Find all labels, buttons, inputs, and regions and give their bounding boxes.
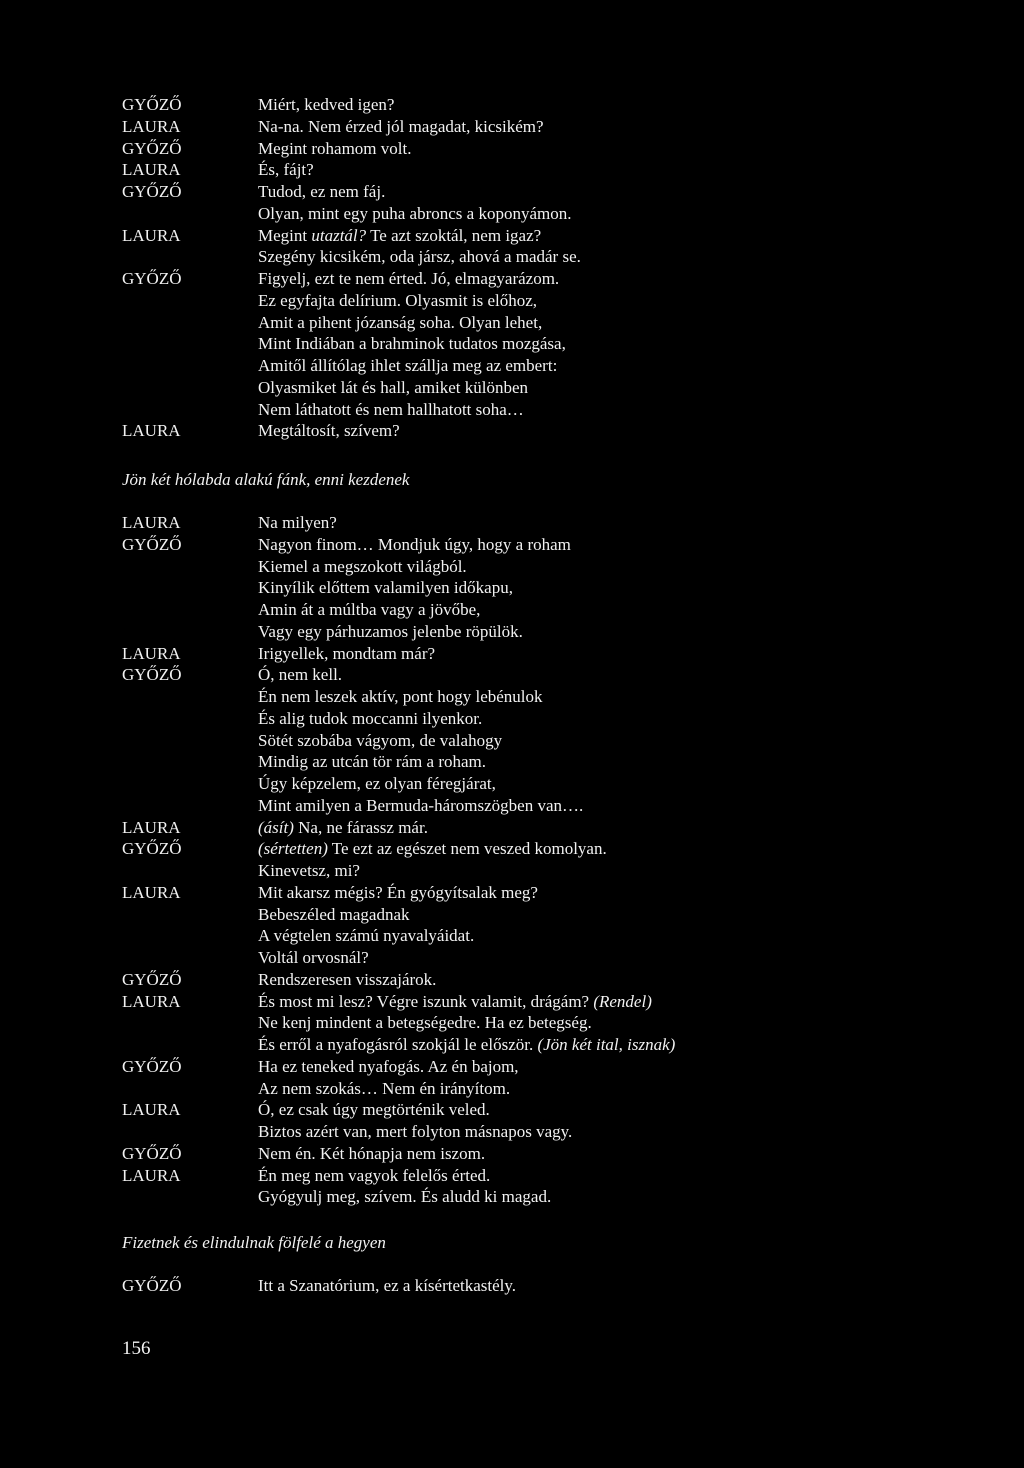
line-segment: Ez egyfajta delírium. Olyasmit is előhoz, (258, 290, 538, 310)
speaker-name: GYŐZŐ (122, 182, 182, 201)
line-text (258, 882, 538, 904)
dialogue-line (122, 225, 922, 247)
line-segment: Biztos azért van, mert folyton másnapos vagy. (258, 1122, 573, 1141)
line-text (258, 599, 480, 621)
speaker-name: GYŐZŐ (122, 969, 182, 989)
line-text (258, 268, 559, 290)
dialogue-line (122, 1143, 922, 1165)
speaker-name: LAURA (122, 991, 181, 1011)
dialogue-line (122, 882, 922, 904)
line-text (258, 643, 435, 665)
line-text (258, 1121, 572, 1143)
line-segment: Ha ez teneked nyafogás. Az én bajom, (258, 1056, 519, 1076)
line-text (258, 1186, 551, 1208)
dialogue-line (122, 1034, 922, 1056)
dialogue-line (122, 947, 922, 969)
line-text (258, 730, 502, 752)
line-text (258, 1275, 516, 1297)
dialogue-block-1 (122, 94, 922, 442)
line-segment: Nem láthatott és nem hallhatott soha… (258, 399, 524, 419)
line-segment: Figyelj, ezt te nem érted. Jó, elmagyarázom. (258, 269, 560, 288)
line-text (258, 420, 400, 442)
dialogue-line (122, 730, 922, 752)
line-text (258, 904, 410, 926)
line-segment: Mit akarsz mégis? Én gyógyítsalak meg? (258, 882, 538, 902)
dialogue-line (122, 1099, 922, 1121)
dialogue-line (122, 925, 922, 947)
line-segment: Az nem szokás… Nem én irányítom. (258, 1078, 511, 1098)
speaker-name: LAURA (122, 882, 181, 902)
line-segment: Nem én. Két hónapja nem iszom. (258, 1143, 486, 1163)
line-text (258, 1012, 592, 1034)
stage-note: (sértetten) (258, 839, 328, 859)
line-text (258, 991, 652, 1013)
dialogue-line (122, 1078, 922, 1100)
line-text (258, 512, 337, 534)
dialogue-line (122, 290, 922, 312)
line-segment: Olyan, mint egy puha abroncs a koponyámon. (258, 203, 572, 223)
dialogue-line (122, 1165, 922, 1187)
line-segment: Olyasmiket lát és hall, amiket különben (258, 377, 529, 397)
line-text (258, 577, 513, 599)
speaker-name: LAURA (122, 1165, 181, 1185)
line-segment: Ó, ez csak úgy megtörténik veled. (258, 1100, 490, 1120)
dialogue-block-2 (122, 512, 922, 1208)
page-number: 156 (122, 1338, 151, 1359)
dialogue-line (122, 512, 922, 534)
speaker-name: GYŐZŐ (122, 534, 182, 554)
line-text (258, 534, 571, 556)
speaker-name: LAURA (122, 116, 181, 136)
speaker-name: LAURA (122, 225, 181, 245)
play-script-page (122, 94, 922, 1297)
line-text (258, 621, 523, 643)
line-segment: És alig tudok moccanni ilyenkor. (258, 708, 483, 728)
line-segment: Rendszeresen visszajárok. (258, 969, 437, 989)
line-segment: Nagyon finom… Mondjuk úgy, hogy a roham (258, 534, 571, 554)
dialogue-line (122, 599, 922, 621)
line-segment: Te azt szoktál, nem igaz? (366, 225, 542, 245)
line-text (258, 686, 543, 708)
line-text (258, 116, 544, 138)
dialogue-line (122, 333, 922, 355)
dialogue-line (122, 773, 922, 795)
line-segment: Itt a Szanatórium, ez a kísértetkastély. (258, 1276, 517, 1295)
dialogue-line (122, 1012, 922, 1034)
dialogue-line (122, 420, 922, 442)
line-text (258, 181, 385, 203)
dialogue-line (122, 116, 922, 138)
line-segment: Ne kenj mindent a betegségedre. Ha ez betegség. (258, 1013, 592, 1033)
stage-note: (Jön két ital, isznak) (537, 1035, 676, 1054)
dialogue-line (122, 534, 922, 556)
dialogue-line (122, 751, 922, 773)
line-segment: Voltál orvosnál? (258, 948, 369, 967)
line-text (258, 399, 524, 421)
line-text (258, 795, 583, 817)
line-segment: Na-na. Nem érzed jól magadat, kicsikém? (258, 116, 544, 136)
line-text (258, 138, 411, 160)
line-text (258, 1056, 519, 1078)
line-text (258, 860, 360, 882)
speaker-name: GYŐZŐ (122, 269, 182, 288)
line-segment: Gyógyulj meg, szívem. És aludd ki magad. (258, 1187, 552, 1207)
line-text (258, 969, 436, 991)
stage-direction-2: Fizetnek és elindulnak fölfelé a hegyen (122, 1233, 386, 1252)
stage-note: (Rendel) (593, 991, 652, 1011)
line-text (258, 556, 467, 578)
line-text (258, 203, 572, 225)
line-text (258, 751, 486, 773)
line-segment: Tudod, ez nem fáj. (258, 182, 386, 201)
line-segment: Miért, kedved igen? (258, 95, 395, 114)
line-segment: Ó, nem kell. (258, 665, 343, 685)
dialogue-line (122, 991, 922, 1013)
line-text (258, 947, 369, 969)
speaker-name: LAURA (122, 1100, 181, 1120)
line-segment: A végtelen számú nyavalyáidat. (258, 926, 475, 946)
line-segment: Én nem leszek aktív, pont hogy lebénulok (258, 687, 543, 706)
line-text (258, 246, 581, 268)
line-segment: Megint (258, 225, 312, 245)
dialogue-line (122, 312, 922, 334)
speaker-name: LAURA (122, 160, 181, 180)
dialogue-line (122, 643, 922, 665)
line-text (258, 838, 607, 860)
line-text (258, 94, 394, 116)
speaker-name: GYŐZŐ (122, 138, 182, 158)
line-segment: Te ezt az egészet nem veszed komolyan. (327, 839, 607, 859)
speaker-name: LAURA (122, 643, 181, 663)
line-text (258, 1099, 490, 1121)
line-segment: És erről a nyafogásról szokjál le először. (258, 1035, 538, 1054)
dialogue-line (122, 556, 922, 578)
speaker-name: GYŐZŐ (122, 665, 182, 685)
stage-direction-1: Jön két hólabda alakú fánk, enni kezdenek (122, 470, 410, 489)
speaker-name: LAURA (122, 817, 181, 837)
dialogue-line (122, 1275, 922, 1297)
line-text (258, 925, 474, 947)
line-segment: Mindig az utcán tör rám a roham. (258, 752, 487, 772)
dialogue-line (122, 159, 922, 181)
dialogue-line (122, 268, 922, 290)
dialogue-line (122, 203, 922, 225)
line-text (258, 312, 542, 334)
dialogue-line (122, 138, 922, 160)
dialogue-line (122, 399, 922, 421)
line-text (258, 333, 566, 355)
line-segment: Amin át a múltba vagy a jövőbe, (258, 600, 481, 619)
dialogue-line (122, 664, 922, 686)
dialogue-line (122, 817, 922, 839)
line-segment: Kiemel a megszokott világból. (258, 556, 467, 576)
dialogue-line (122, 795, 922, 817)
line-segment: Amit a pihent józanság soha. Olyan lehet, (258, 312, 543, 332)
speaker-name: GYŐZŐ (122, 95, 182, 114)
line-text (258, 159, 314, 181)
dialogue-line (122, 377, 922, 399)
line-text (258, 1034, 675, 1056)
dialogue-line (122, 181, 922, 203)
line-segment: Kinyílik előttem valamilyen időkapu, (258, 578, 513, 598)
line-segment: Bebeszéled magadnak (258, 904, 410, 924)
line-segment: Szegény kicsikém, oda jársz, ahová a madár se. (258, 247, 581, 267)
line-segment: Sötét szobába vágyom, de valahogy (258, 730, 503, 750)
dialogue-line (122, 686, 922, 708)
line-text (258, 355, 557, 377)
line-text (258, 1143, 485, 1165)
dialogue-line (122, 969, 922, 991)
dialogue-line (122, 355, 922, 377)
line-text (258, 1165, 490, 1187)
line-text (258, 817, 428, 839)
line-segment: Mint Indiában a brahminok tudatos mozgása, (258, 334, 566, 354)
line-text (258, 290, 537, 312)
line-segment: Na milyen? (258, 513, 337, 532)
line-segment: Na, ne fárassz már. (293, 817, 428, 837)
speaker-name: GYŐZŐ (122, 1056, 182, 1076)
speaker-name: LAURA (122, 513, 181, 532)
line-segment: És most mi lesz? Végre iszunk valamit, drágám? (258, 991, 594, 1011)
dialogue-line (122, 577, 922, 599)
line-segment: Megtáltosít, szívem? (258, 421, 400, 441)
dialogue-line (122, 838, 922, 860)
line-text (258, 664, 342, 686)
line-segment: Mint amilyen a Bermuda-háromszögben van…. (258, 795, 584, 815)
line-segment: Amitől állítólag ihlet szállja meg az embert: (258, 356, 558, 375)
stage-note: (ásít) (258, 817, 294, 837)
line-text (258, 708, 482, 730)
speaker-name: GYŐZŐ (122, 1276, 182, 1295)
line-segment: Úgy képzelem, ez olyan féregjárat, (258, 774, 496, 793)
speaker-name: GYŐZŐ (122, 1143, 182, 1163)
line-text (258, 773, 496, 795)
line-text (258, 1078, 510, 1100)
dialogue-line (122, 1121, 922, 1143)
line-segment: Kinevetsz, mi? (258, 861, 360, 880)
speaker-name: GYŐZŐ (122, 839, 182, 859)
dialogue-line (122, 904, 922, 926)
speaker-name: LAURA (122, 421, 181, 441)
line-segment: És, fájt? (258, 160, 314, 180)
dialogue-line (122, 708, 922, 730)
line-text (258, 377, 528, 399)
line-segment: Irigyellek, mondtam már? (258, 643, 436, 663)
line-segment: Vagy egy párhuzamos jelenbe röpülök. (258, 621, 523, 641)
dialogue-line (122, 246, 922, 268)
dialogue-line (122, 1186, 922, 1208)
stage-note: utaztál? (311, 225, 367, 245)
dialogue-line (122, 1056, 922, 1078)
line-text (258, 225, 541, 247)
dialogue-line (122, 94, 922, 116)
dialogue-line (122, 860, 922, 882)
dialogue-block-3 (122, 1275, 922, 1297)
line-segment: Megint rohamom volt. (258, 138, 412, 158)
dialogue-line (122, 621, 922, 643)
line-segment: Én meg nem vagyok felelős érted. (258, 1165, 491, 1185)
